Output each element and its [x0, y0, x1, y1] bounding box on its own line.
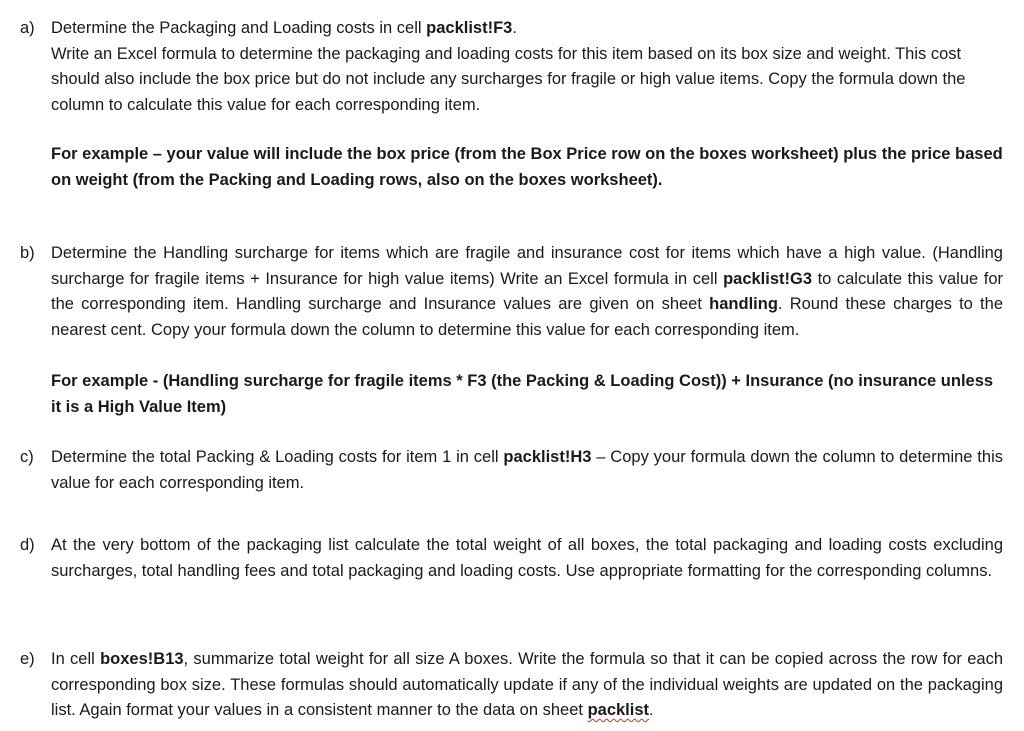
cell-reference: packlist!H3 — [503, 448, 592, 466]
item-description: Write an Excel formula to determine the packaging and loading costs for this item based on its box size and weight. This cost should also include the box price but do not include any surcharges for fragile or high value items. Copy the formula down the column to calculate this value for each corresponding item. — [51, 44, 966, 114]
item-body — [51, 647, 1003, 724]
cell-reference: boxes!B13 — [100, 650, 184, 668]
item-marker: c) — [20, 448, 34, 466]
description-text: . Round these charges to the nearest cent. Copy your formula down the column to determine this value for each corresponding item. — [51, 295, 1003, 339]
item-body — [51, 445, 1003, 496]
description-text: – Copy your formula down the column to determine this value for each corresponding item. — [51, 448, 1003, 492]
description-text: Determine the total Packing & Loading costs for item 1 in cell — [51, 448, 504, 466]
example-note: For example - (Handling surcharge for fragile items * F3 (the Packing & Loading Cost)) + Insurance (no insurance unless it is a High Value Item) — [51, 372, 994, 416]
item-marker: b) — [20, 244, 35, 262]
item-marker: a) — [20, 19, 35, 37]
item-heading — [51, 16, 1003, 42]
description-text: In cell — [51, 650, 101, 668]
description-text: . — [649, 701, 654, 719]
description-text: to calculate this value for the corresponding item. Handling surcharge and Insurance values are given on sheet — [51, 269, 1003, 313]
item-body — [51, 533, 1003, 584]
item-marker: d) — [20, 536, 35, 554]
item-body — [51, 241, 1003, 420]
example-note: For example – your value will include the box price (from the Box Price row on the boxes worksheet) plus the price based on weight (from the Packing and Loading rows, also on the boxes worksheet). — [51, 145, 1003, 189]
sheet-reference: handling — [709, 295, 778, 313]
cell-reference: packlist!F3 — [426, 19, 513, 37]
cell-reference: packlist!G3 — [723, 269, 813, 288]
heading-punct: . — [512, 19, 517, 37]
description-text: , summarize total weight for all size A boxes. Write the formula so that it can be copied across the row for each corresponding box size. These formulas should automatically update if any of the individual weights are updated on the packaging list. Again format your values in a consistent manner to the data on sheet — [51, 650, 1003, 719]
item-marker: e) — [20, 650, 35, 668]
item-description — [51, 647, 1003, 724]
description-text: Determine the Handling surcharge for items which are fragile and insurance cost for items which have a high value. (Handling surcharge for fragile items + Insurance for high value items) Write an Excel formula in cell — [51, 244, 1003, 288]
item-body — [51, 16, 1003, 193]
item-description: At the very bottom of the packaging list calculate the total weight of all boxes, the total packaging and loading costs excluding surcharges, total handling fees and total packaging and loading costs. Use appropriate formatting for the corresponding columns. — [51, 536, 1003, 580]
heading-text: Determine the Packaging and Loading costs in cell — [51, 19, 427, 37]
item-description — [51, 241, 1003, 343]
sheet-reference: packlist — [587, 701, 650, 719]
item-description — [51, 445, 1003, 496]
